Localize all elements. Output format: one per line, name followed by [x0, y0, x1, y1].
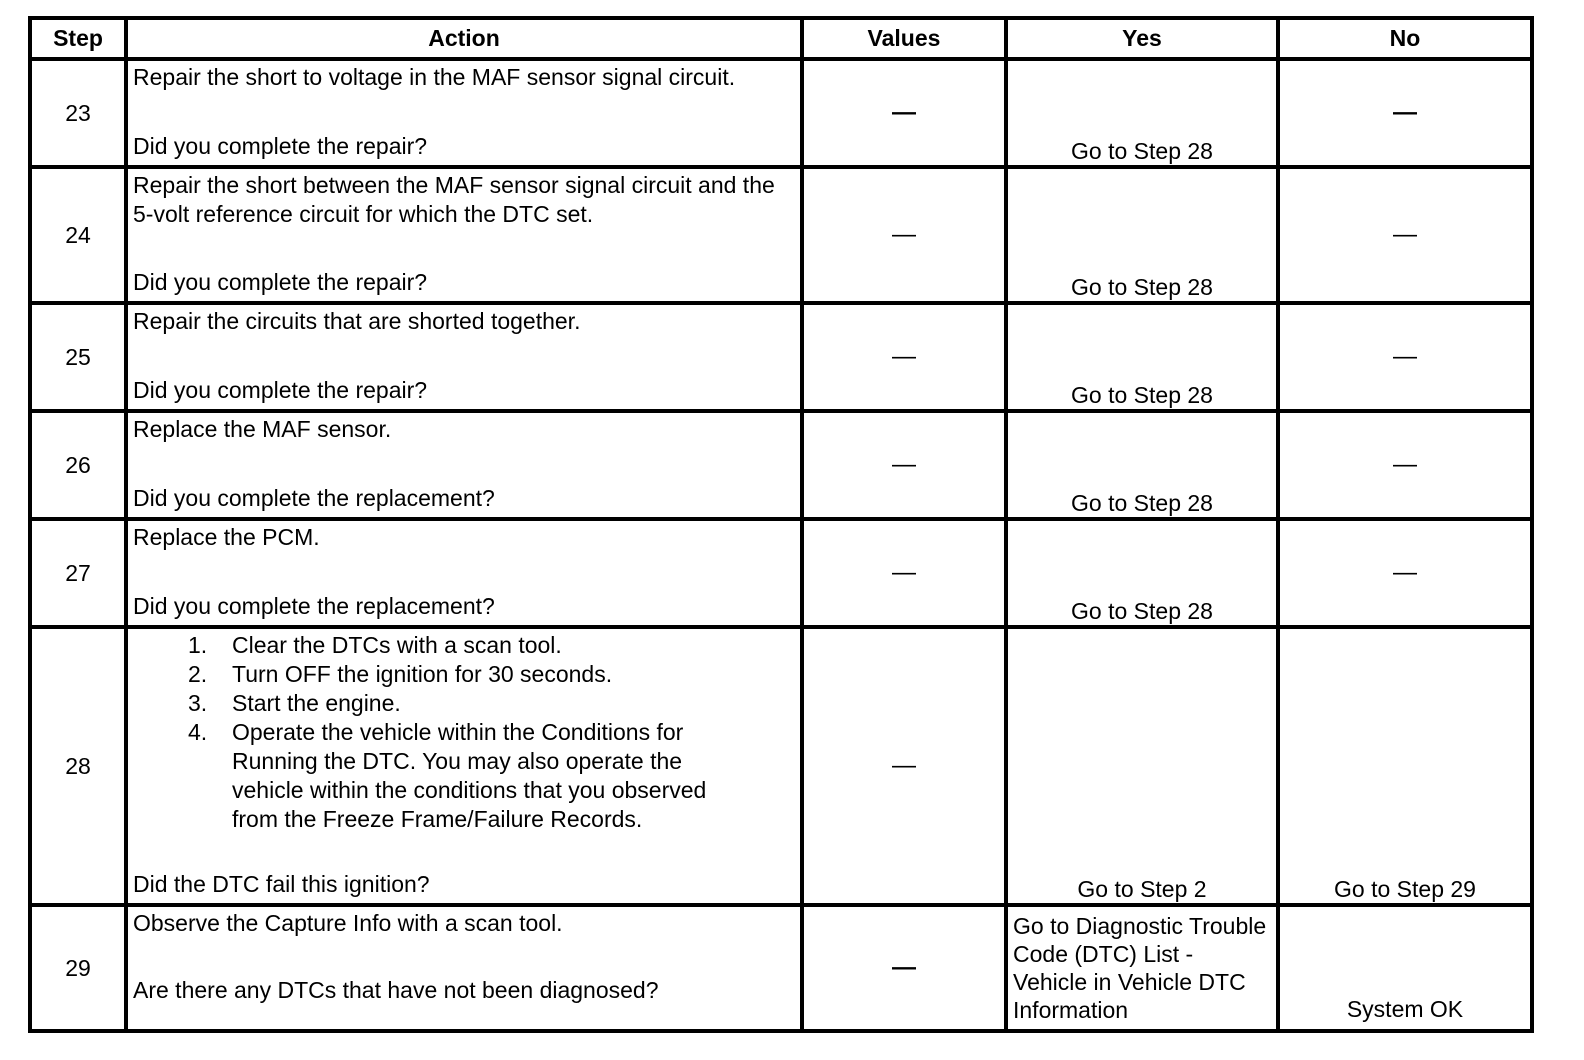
substep-text: Turn OFF the ignition for 30 seconds.	[232, 661, 613, 687]
step-number: 24	[30, 167, 126, 303]
step-number: 23	[30, 59, 126, 167]
no-cell	[1278, 59, 1532, 167]
substep-number: 2.	[188, 661, 208, 687]
values-cell	[802, 627, 1006, 905]
action-cell	[126, 59, 802, 167]
action-cell	[126, 167, 802, 303]
values-cell	[802, 59, 1006, 167]
yes-cell: Go to Step 28	[1006, 59, 1278, 167]
step-number: 26	[30, 411, 126, 519]
values-dash: —	[892, 99, 916, 126]
values-cell	[802, 167, 1006, 303]
table-row	[30, 905, 1532, 1031]
values-cell	[802, 519, 1006, 627]
values-cell	[802, 303, 1006, 411]
action-text: Replace the MAF sensor.	[133, 416, 392, 442]
action-question: Did the DTC fail this ignition?	[133, 871, 430, 897]
header-values: Values	[802, 18, 1006, 59]
step-number: 29	[30, 905, 126, 1031]
action-text: Replace the PCM.	[133, 524, 320, 550]
table-row	[30, 411, 1532, 519]
substep-text: Clear the DTCs with a scan tool.	[232, 632, 562, 658]
yes-cell: Go to Step 2	[1006, 627, 1278, 905]
values-cell	[802, 905, 1006, 1031]
no-dash: —	[1393, 343, 1417, 370]
substep-item	[188, 631, 794, 660]
no-cell	[1278, 519, 1532, 627]
action-cell	[126, 519, 802, 627]
header-row	[30, 18, 1532, 59]
substep-text: Start the engine.	[232, 690, 401, 716]
action-question: Are there any DTCs that have not been diagnosed?	[133, 977, 659, 1003]
substep-item	[188, 660, 794, 689]
substep-item	[188, 718, 750, 834]
yes-cell: Go to Step 28	[1006, 303, 1278, 411]
no-cell	[1278, 411, 1532, 519]
substep-number: 4.	[188, 719, 208, 745]
yes-cell: Go to Step 28	[1006, 519, 1278, 627]
values-dash: —	[892, 954, 916, 981]
header-no: No	[1278, 18, 1532, 59]
table-row	[30, 167, 1532, 303]
values-dash: —	[892, 451, 916, 478]
action-question: Did you complete the replacement?	[133, 593, 495, 619]
values-dash: —	[892, 752, 916, 779]
no-dash: —	[1393, 451, 1417, 478]
action-question: Did you complete the repair?	[133, 133, 428, 159]
yes-cell: Go to Step 28	[1006, 167, 1278, 303]
header-step: Step	[30, 18, 126, 59]
action-text: Repair the circuits that are shorted together.	[133, 308, 581, 334]
no-dash: —	[1393, 559, 1417, 586]
yes-cell: Go to Diagnostic Trouble Code (DTC) List - Vehicle in Vehicle DTC Information	[1006, 905, 1278, 1031]
table-row	[30, 59, 1532, 167]
action-question: Did you complete the repair?	[133, 377, 428, 403]
header-action: Action	[126, 18, 802, 59]
no-cell	[1278, 167, 1532, 303]
substep-text: Operate the vehicle within the Conditions for Running the DTC. You may also operate the vehicle within the conditions that you observed from the Freeze Frame/Failure Records.	[232, 719, 707, 832]
substep-number: 1.	[188, 632, 208, 658]
no-dash: —	[1393, 221, 1417, 248]
values-dash: —	[892, 343, 916, 370]
substep-list	[133, 631, 794, 834]
diagnostic-table	[28, 16, 1534, 1033]
step-number: 27	[30, 519, 126, 627]
action-cell	[126, 905, 802, 1031]
action-question: Did you complete the repair?	[133, 269, 428, 295]
header-yes: Yes	[1006, 18, 1278, 59]
no-dash: —	[1393, 99, 1417, 126]
action-text: Repair the short to voltage in the MAF sensor signal circuit.	[133, 64, 736, 90]
table-row	[30, 627, 1532, 905]
action-text: Observe the Capture Info with a scan tool.	[133, 910, 563, 936]
step-number: 28	[30, 627, 126, 905]
substep-number: 3.	[188, 690, 208, 716]
action-question: Did you complete the replacement?	[133, 485, 495, 511]
action-text: Repair the short between the MAF sensor signal circuit and the 5-volt reference circuit for which the DTC set.	[133, 172, 775, 227]
no-cell: System OK	[1278, 905, 1532, 1031]
values-dash: —	[892, 221, 916, 248]
substep-item	[188, 689, 794, 718]
action-cell	[126, 411, 802, 519]
table-row	[30, 519, 1532, 627]
table-row	[30, 303, 1532, 411]
no-cell: Go to Step 29	[1278, 627, 1532, 905]
action-cell	[126, 303, 802, 411]
action-cell	[126, 627, 802, 905]
no-cell	[1278, 303, 1532, 411]
values-cell	[802, 411, 1006, 519]
values-dash: —	[892, 559, 916, 586]
step-number: 25	[30, 303, 126, 411]
yes-cell: Go to Step 28	[1006, 411, 1278, 519]
